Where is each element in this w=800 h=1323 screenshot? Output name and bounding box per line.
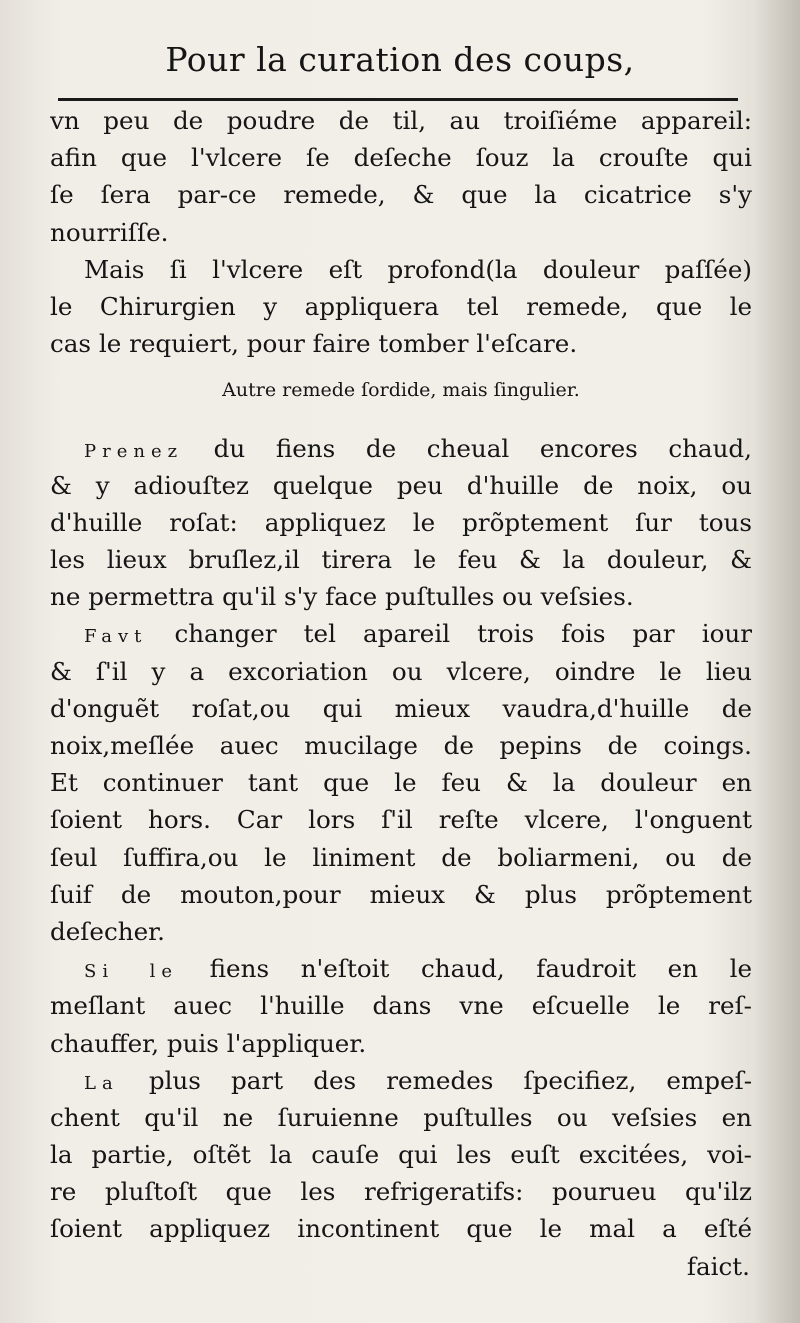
text-line: chent qu'il ne ſuruienne puſtulles ou veſsies en [50,1102,752,1132]
text-line: ſoient hors. Car lors ſ'il reſte vlcere, l'onguent [50,805,752,835]
header-rule [58,98,738,101]
text-line: d'onguẽt roſat,ou qui mieux vaudra,d'huille de [50,693,752,723]
text-line: & y adiouſtez quelque peu d'huille de noix, ou [50,470,752,500]
text-run: du fiens de cheual encores chaud, [183,433,752,463]
lead-word: Si le [84,961,179,983]
text-line: afin que l'vlcere ſe deſeche ſouz la crouſte qui [50,143,752,173]
page-edge-shadow [754,0,800,1323]
paragraph-first-line [50,950,752,987]
spacer [50,420,752,430]
text-line: meſlant auec l'huille dans vne eſcuelle le reſ- [50,991,752,1021]
text-line: vn peu de poudre de til, au troiſiéme appareil: [50,106,752,135]
text-line: ſe ſera par-ce remede, & que la cicatrice s'y [50,180,752,210]
text-line: d'huille roſat: appliquez le prõptement ſur tous [50,507,752,537]
text-line: nourriſſe. [50,217,169,247]
text-line: cas le requiert, pour faire tomber l'eſcare. [50,329,578,359]
text-line: ſeul ſuffira,ou le liniment de boliarmeni, ou de [50,842,752,872]
text-run: plus part des remedes ſpecifiez, empeſ- [118,1065,752,1095]
text-line: ſoient appliquez incontinent que le mal a eſté [50,1214,752,1244]
paragraph-first-line [50,1062,752,1099]
text-line: noix,meſlée auec mucilage de pepins de coings. [50,731,752,760]
text-line: re pluſtoſt que les refrigeratifs: pourueu qu'ilz [50,1177,752,1207]
lead-word: Prenez [84,440,184,462]
text-line: le Chirurgien y appliquera tel remede, que le [50,291,752,321]
text-line: les lieux bruſlez,il tirera le feu & la douleur, & [50,545,752,575]
section-subheading: Autre remede ſordide, mais ſingulier. [222,379,580,402]
body-text [50,102,752,1285]
text-line: chauffer, puis l'appliquer. [50,1028,367,1058]
text-line: Mais ſi l'vlcere eſt profond(la douleur paſſée) [84,254,752,284]
spacer [50,362,752,372]
paragraph-first-line [50,430,752,467]
lead-word: Favt [84,626,148,648]
text-line: deſecher. [50,916,165,946]
spacer [50,410,752,420]
text-line: & ſ'il y a excoriation ou vlcere, oindre le lieu [50,656,752,686]
lead-word: La [84,1072,119,1094]
paragraph-first-line [50,615,752,652]
text-line: ne permettra qu'il s'y face puſtulles ou veſsies. [50,582,634,612]
text-line: ſuif de mouton,pour mieux & plus prõptement [50,879,752,909]
text-run: changer tel apareil trois fois par iour [147,619,752,649]
text-line: Et continuer tant que le feu & la douleur en [50,768,752,798]
catchword: faict. [686,1251,750,1281]
text-line: la partie, oſtẽt la cauſe qui les euſt excitées, voi- [50,1140,752,1170]
text-run: fiens n'eſtoit chaud, faudroit en le [178,954,752,984]
running-head: Pour la curation des coups, [165,40,635,79]
